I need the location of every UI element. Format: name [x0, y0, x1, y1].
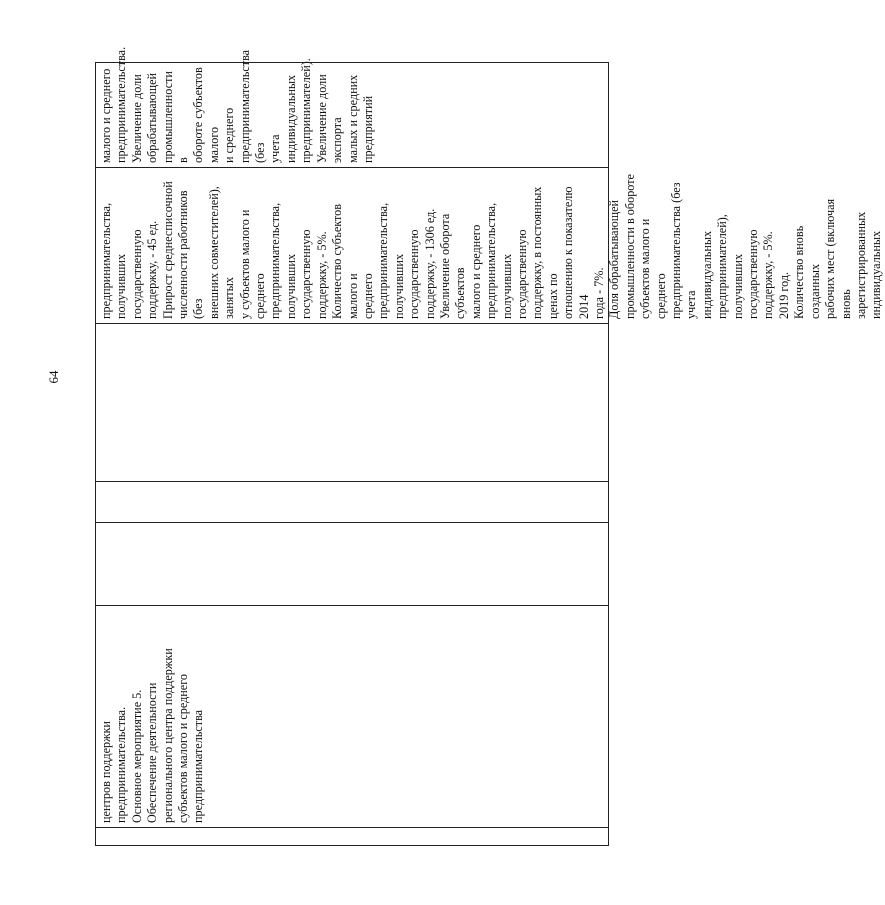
cell-measure: центров поддержки предпринимательства. Основное мероприятие 5. Обеспечение деятельности регионального центра поддержки субъектов малого и среднего предпринимательства	[99, 648, 206, 823]
col-divider-4	[95, 481, 609, 482]
page-number: 64	[46, 370, 61, 384]
cell-results: малого и среднего предпринимательства. Увеличение доли обрабатывающей промышленности в обороте субъектов малого и среднего предпринимательства (без учета индивидуальных предпринимателей). Увеличение доли экспорта малых и средних предприятий	[99, 46, 375, 163]
col-divider-1	[95, 827, 609, 828]
document-table	[95, 46, 884, 846]
cell-indicators: предпринимательства, получивших государственную поддержку, - 45 ед. Прирост среднесписочной численности работников (без внешних совместителей), занятых у субъектов малого и среднего предпринимательства, получивших государственную поддержку, - 5%. Количество субъектов малого и среднего предпринимательства, получивших государственную поддержку, - 1306 ед. Увеличение оборота субъектов малого и среднего предпринимательства, получивших государственную поддержку, в постоянных ценах по отношению к показателю 2014 года - 7%. Доля обрабатывающей промышленности в обороте субъектов малого и среднего предпринимательства (без учета индивидуальных предпринимателей), получивших государственную поддержку, - 5%. 2019 год. Количество вновь созданных рабочих мест (включая вновь зарегистрированных индивидуальных	[99, 174, 884, 319]
col-divider-6	[95, 167, 609, 168]
col-divider-5	[95, 323, 609, 324]
table-rotated-frame	[95, 46, 884, 846]
col-divider-2	[95, 605, 609, 606]
col-divider-3	[95, 522, 609, 523]
